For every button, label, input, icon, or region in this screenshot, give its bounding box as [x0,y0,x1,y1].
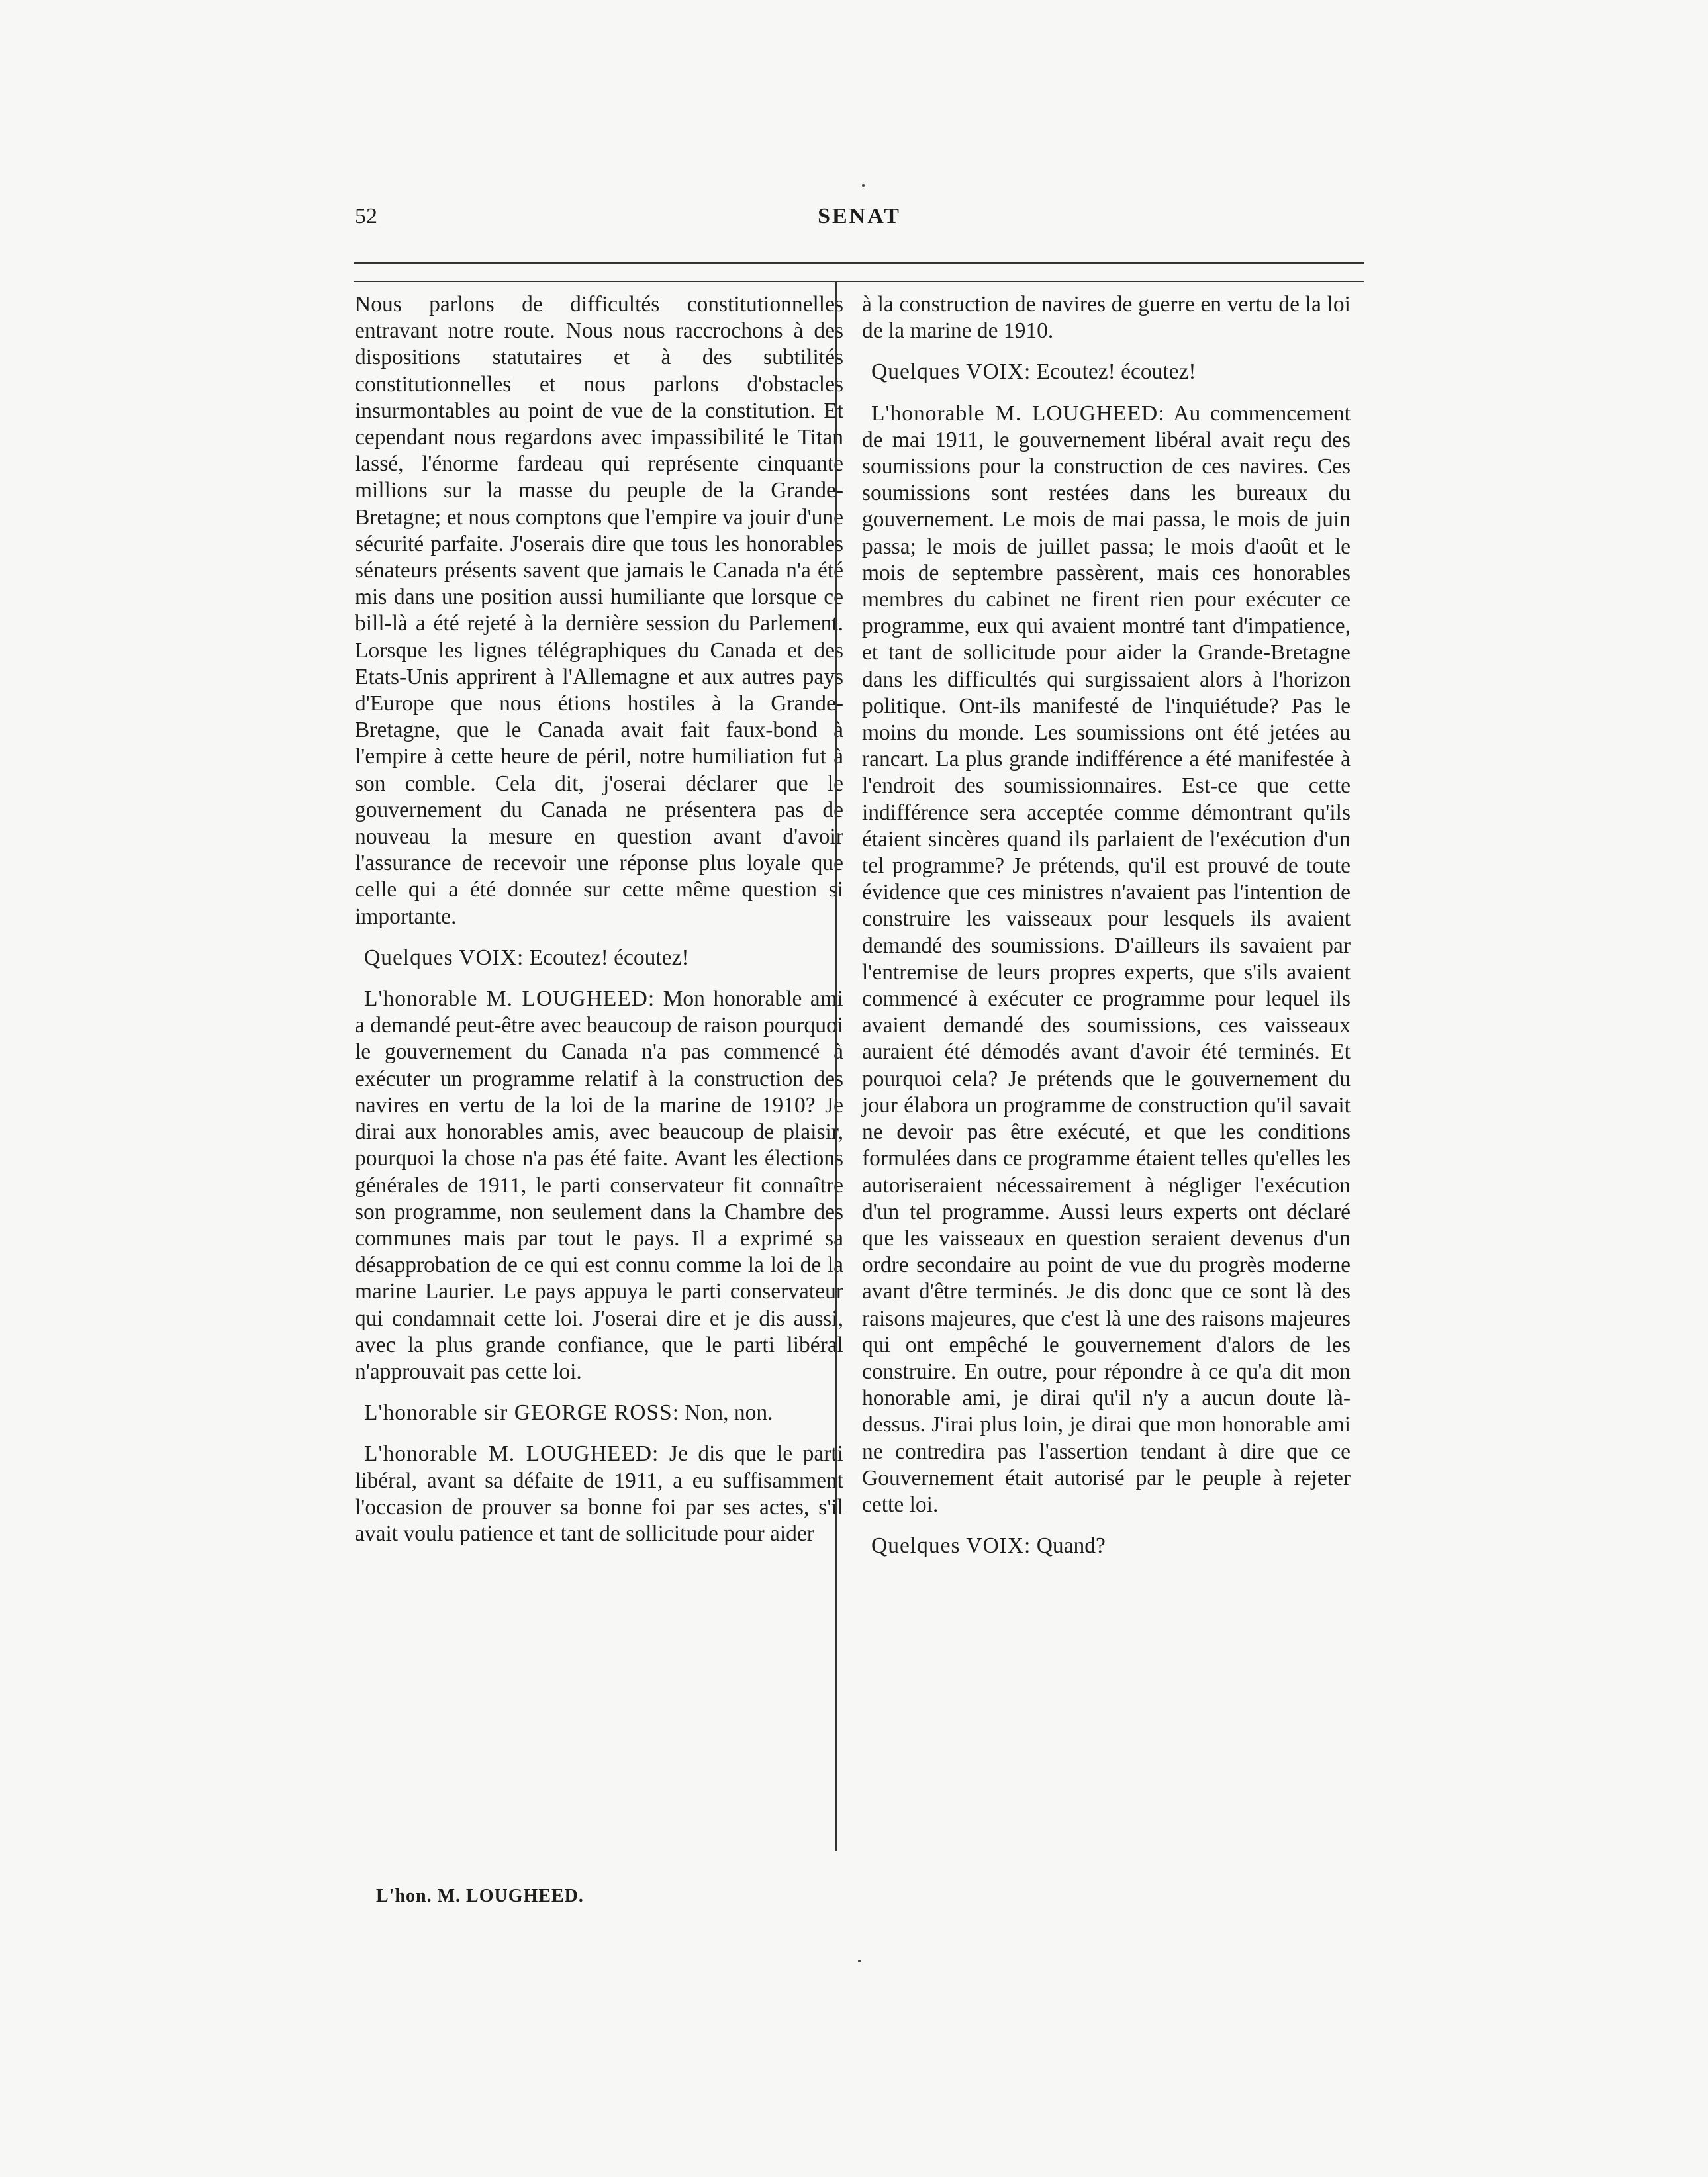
speech-text: Non, non. [685,1400,773,1426]
right-column [862,291,1351,1574]
paragraph [862,401,1351,1519]
page-number: 52 [355,204,377,228]
page-header [355,204,1364,244]
scan-speck [862,184,865,187]
speaker-name: L'honorable M. LOUGHEED: [364,1441,659,1467]
header-rule-bottom [354,281,1364,282]
speech-text: Je dis que le parti libéral, avant sa défaite de 1911, a eu suffisamment l'occasion de prouver sa bonne foi par ses actes, s'il avait voulu patience et tant de sollicitude pour aider [355,1441,844,1546]
column-divider [835,282,837,1851]
paragraph: à la construction de navires de guerre en vertu de la loi de la marine de 1910. [862,292,1351,344]
header-rule-top [354,262,1364,264]
speech-text: Quand? [1036,1533,1106,1559]
speaker-name: Quelques VOIX: [364,945,524,970]
paragraph [862,1533,1351,1559]
scan-speck [858,1960,861,1962]
paragraph [355,1441,843,1547]
running-footer: L'hon. M. LOUGHEED. [376,1886,584,1906]
speech-text: Au commencement de mai 1911, le gouvernement libéral avait reçu des soumissions pour la construction de ces navires. Ces soumissions sont restées dans les bureaux du gouvernement. Le mois de mai passa, le mois de juin passa; le mois de juillet passa; le mois d'août et le mois de septembre passèrent, mais ces honorables membres du cabinet ne firent rien pour exécuter ce programme, eux qui avaient montré tant d'impatience, et tant de sollicitude pour aider la Grande-Bretagne dans les difficultés qui surgissaient alors à l'horizon politique. Ont-ils manifesté de l'inquiétude? Pas le moins du monde. Les soumissions ont été jetées au rancart. La plus grande indifférence a été manifestée à l'endroit des soumissionnaires. Est-ce que cette indifférence sera acceptée comme démontrant qu'ils étaient sincères quand ils parlaient de l'exécution d'un tel programme? Je prétends, qu'il est prouvé de toute évidence que ces ministres n'avaient pas l'intention de construire les vaisseaux pour lesquels ils avaient demandé des soumissions. D'ailleurs ils savaient par l'entremise de leurs propres experts, que s'ils avaient commencé à exécuter ce programme pour lequel ils avaient demandé des soumissions, ces vaisseaux auraient été démodés avant d'avoir été terminés. Et pourquoi cela? Je prétends que le gouvernement du jour élabora un programme de construction qu'il savait ne devoir pas être exécuté, et que les conditions formulées dans ce programme étaient telles qu'elles les autoriseraient nécessairement à négliger l'exécution d'un tel programme. Aussi leurs experts ont déclaré que les vaisseaux en question seraient devenus d'un ordre secondaire au point de vue du progrès moderne avant d'être terminés. Je dis donc que ce sont là des raisons majeures, que c'est là une des raisons majeures qui ont empêché le gouvernement d'alors de les construire. En outre, pour répondre à ce qu'a dit mon honorable ami, je dirai qu'il n'y a aucun doute là-dessus. J'irai plus loin, je dirai que mon honorable ami ne contredira pas l'assertion tendant à dire que ce Gouvernement était autorisé par le peuple à rejeter cette loi. [862,401,1351,1517]
speaker-name: L'honorable sir GEORGE ROSS: [364,1400,680,1426]
running-title: SENAT [818,204,901,228]
speaker-name: Quelques VOIX: [871,360,1031,385]
speaker-name: L'honorable M. LOUGHEED: [364,987,655,1012]
speaker-name: Quelques VOIX: [871,1533,1031,1559]
paragraph [355,986,843,1385]
left-column [355,291,843,1562]
paragraph [355,945,843,971]
paragraph [862,359,1351,385]
speaker-name: L'honorable M. LOUGHEED: [871,401,1165,426]
speech-text: Mon honorable ami a demandé peut-être avec beaucoup de raison pourquoi le gouvernement du Canada n'a pas commencé à exécuter un programme relatif à la construction des navires en vertu de la loi de la marine de 1910? Je dirai aux honorables amis, avec beaucoup de plaisir, pourquoi la chose n'a pas été faite. Avant les élections générales de 1911, le parti conservateur fit connaître son programme, non seulement dans la Chambre des communes mais par tout le pays. Il a exprimé sa désapprobation de ce qui est connu comme la loi de la marine Laurier. Le pays appuya le parti conservateur qui condamnait cette loi. J'oserai dire et je dis aussi, avec la plus grande confiance, que le parti libéral n'approuvait pas cette loi. [355,987,843,1384]
speech-text: Ecoutez! écoutez! [529,945,689,970]
paragraph: Nous parlons de difficultés constitutionnelles entravant notre route. Nous nous raccrochons à des dispositions statutaires et à des subtilités constitutionnelles et nous parlons d'obstacles insurmontables au point de vue de la constitution. Et cependant nous regardons avec impassibilité le Titan lassé, l'énorme fardeau qui représente cinquante millions sur la masse du peuple de la Grande-Bretagne; et nous comptons que l'empire va jouir d'une sécurité parfaite. J'oserais dire que tous les honorables sénateurs présents savent que jamais le Canada n'a été mis dans une position aussi humiliante que lorsque ce bill-là a été rejeté à la dernière session du Parlement. Lorsque les lignes télégraphiques du Canada et des Etats-Unis apprirent à l'Allemagne et aux autres pays d'Europe que nous étions hostiles à la Grande-Bretagne, que le Canada avait fait faux-bond à l'empire à cette heure de péril, notre humiliation fut à son comble. Cela dit, j'oserai déclarer que le gouvernement du Canada ne présentera pas de nouveau la mesure en question avant d'avoir l'assurance de recevoir une réponse plus loyale que celle qui a été donnée sur cette même question si importante. [355,292,843,929]
speech-text: Ecoutez! écoutez! [1036,360,1196,385]
paragraph [355,1400,843,1426]
